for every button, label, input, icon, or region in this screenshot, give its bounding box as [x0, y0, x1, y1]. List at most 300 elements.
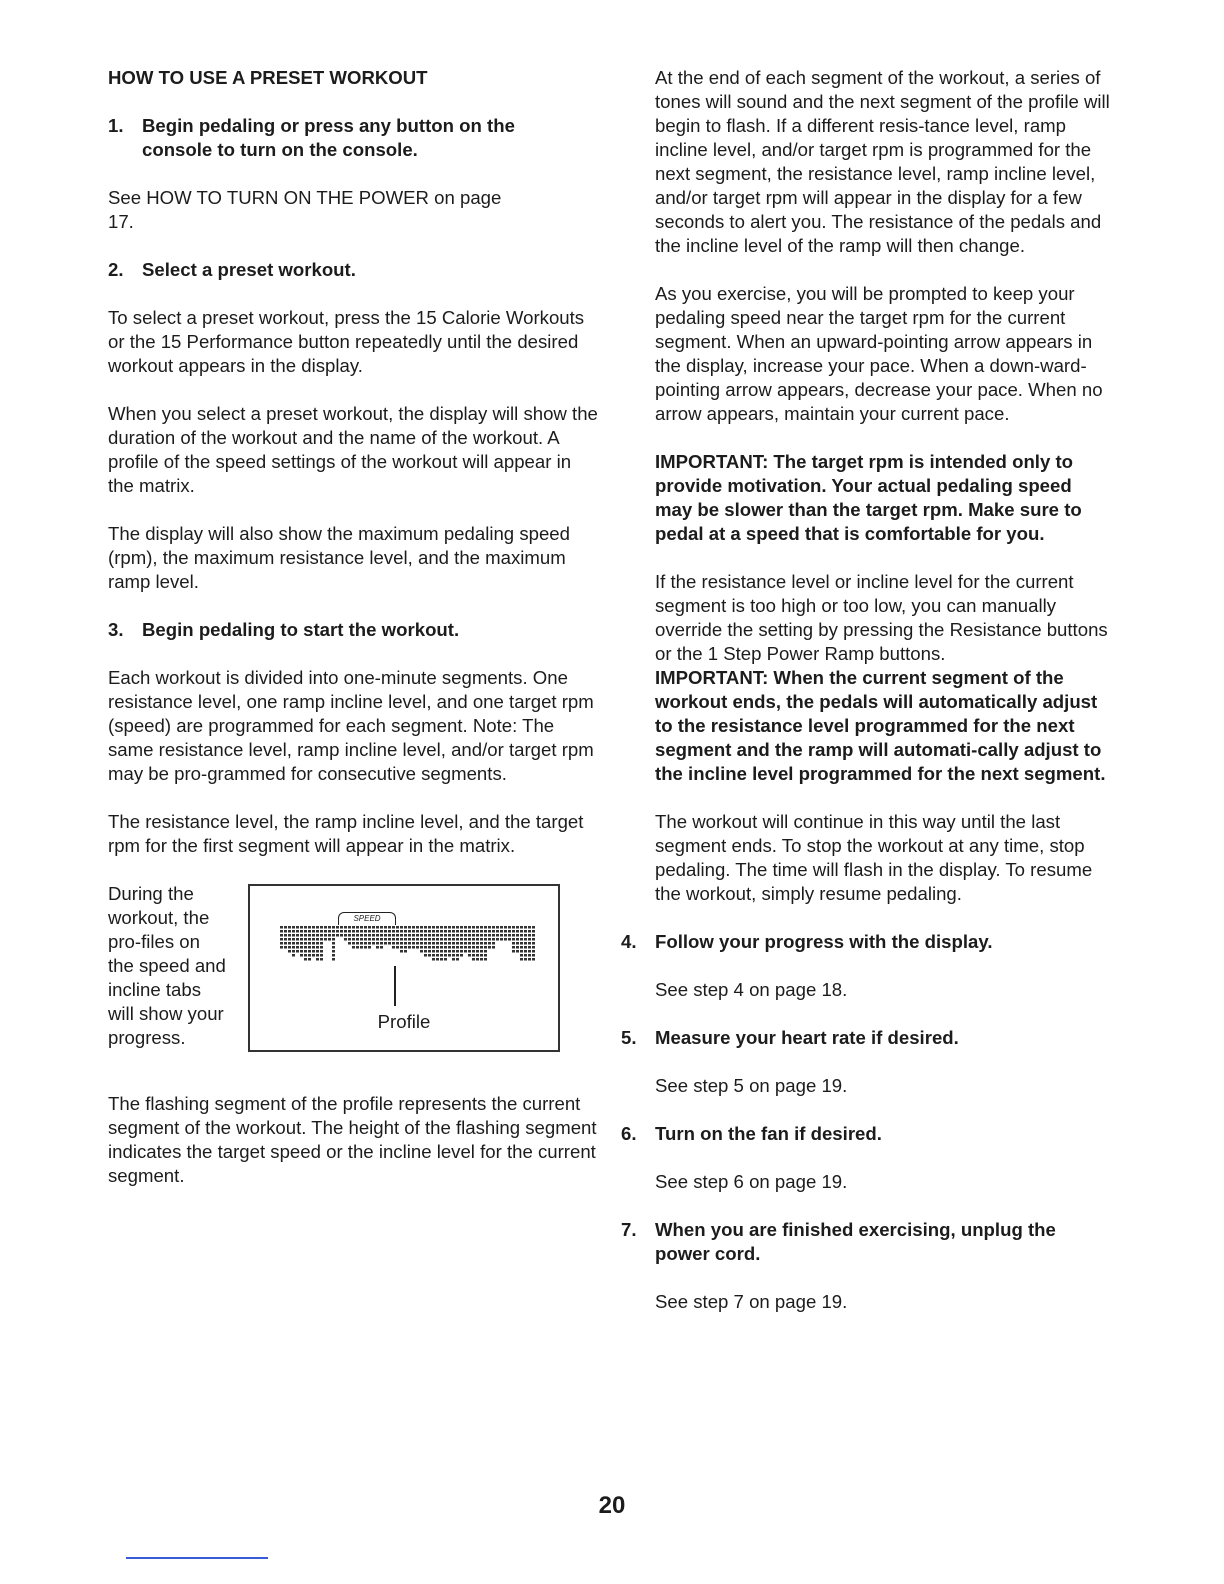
- matrix-segment: [472, 946, 475, 949]
- matrix-segment: [280, 926, 283, 929]
- matrix-segment: [508, 938, 511, 941]
- matrix-segment: [360, 946, 363, 949]
- matrix-segment: [356, 934, 359, 937]
- matrix-segment: [380, 946, 383, 949]
- matrix-segment: [428, 942, 431, 945]
- matrix-segment: [448, 946, 451, 949]
- matrix-segment: [468, 926, 471, 929]
- matrix-segment: [348, 938, 351, 941]
- matrix-segment: [316, 950, 319, 953]
- matrix-segment: [300, 934, 303, 937]
- matrix-segment: [492, 926, 495, 929]
- matrix-segment: [420, 942, 423, 945]
- matrix-segment: [324, 930, 327, 933]
- matrix-segment: [392, 930, 395, 933]
- matrix-segment: [292, 926, 295, 929]
- matrix-segment: [528, 946, 531, 949]
- matrix-segment: [304, 946, 307, 949]
- matrix-segment: [460, 930, 463, 933]
- matrix-segment: [300, 938, 303, 941]
- matrix-segment: [284, 930, 287, 933]
- matrix-segment: [516, 938, 519, 941]
- matrix-segment: [472, 930, 475, 933]
- matrix-segment: [336, 926, 339, 929]
- matrix-segment: [292, 930, 295, 933]
- matrix-segment: [336, 934, 339, 937]
- matrix-segment: [376, 926, 379, 929]
- matrix-segment: [292, 942, 295, 945]
- paragraph: The workout will continue in this way until the last segment ends. To stop the workout at any time, stop pedaling. The time will flash in the display. To resume the workout, simply resume pedaling.: [655, 811, 1093, 904]
- matrix-segment: [452, 946, 455, 949]
- matrix-segment: [284, 934, 287, 937]
- matrix-segment: [368, 938, 371, 941]
- matrix-segment: [308, 946, 311, 949]
- matrix-segment: [392, 942, 395, 945]
- matrix-segment: [396, 946, 399, 949]
- step-5: [621, 1026, 1113, 1050]
- matrix-segment: [444, 926, 447, 929]
- step-title: Measure your heart rate if desired.: [655, 1027, 959, 1048]
- matrix-segment: [484, 934, 487, 937]
- matrix-segment: [400, 938, 403, 941]
- matrix-segment: [428, 938, 431, 941]
- matrix-segment: [412, 930, 415, 933]
- matrix-segment: [528, 930, 531, 933]
- matrix-segment: [344, 926, 347, 929]
- matrix-segment: [360, 934, 363, 937]
- paragraph: If the resistance level or incline level for the current segment is too high or too low, you can manually override the setting by pressing the Resistance buttons or the 1 Step Power Ramp buttons.: [655, 571, 1108, 664]
- matrix-segment: [504, 930, 507, 933]
- matrix-segment: [460, 950, 463, 953]
- matrix-segment: [476, 938, 479, 941]
- matrix-segment: [432, 930, 435, 933]
- matrix-segment: [440, 930, 443, 933]
- step-title: [142, 114, 600, 162]
- matrix-segment: [344, 934, 347, 937]
- matrix-segment: [324, 926, 327, 929]
- matrix-segment: [376, 930, 379, 933]
- matrix-segment: [440, 950, 443, 953]
- step-1: [108, 114, 600, 162]
- matrix-segment: [284, 946, 287, 949]
- matrix-segment: [332, 954, 335, 957]
- matrix-segment: [304, 942, 307, 945]
- matrix-segment: [320, 930, 323, 933]
- matrix-segment: [380, 942, 383, 945]
- important-note: IMPORTANT: When the current segment of the workout ends, the pedals will automatically adjust to the resistance level programmed for the next segment and the ramp will automati-cally adjust to the incline level programmed for the next segment.: [655, 667, 1106, 784]
- matrix-segment: [368, 942, 371, 945]
- matrix-segment: [408, 934, 411, 937]
- matrix-segment: [472, 958, 475, 961]
- matrix-segment: [432, 954, 435, 957]
- matrix-segment: [420, 930, 423, 933]
- matrix-segment: [316, 958, 319, 961]
- matrix-segment: [512, 926, 515, 929]
- matrix-segment: [404, 926, 407, 929]
- matrix-segment: [308, 930, 311, 933]
- matrix-segment: [296, 938, 299, 941]
- matrix-segment: [296, 942, 299, 945]
- matrix-segment: [360, 938, 363, 941]
- matrix-segment: [472, 938, 475, 941]
- matrix-segment: [432, 946, 435, 949]
- matrix-segment: [492, 942, 495, 945]
- matrix-segment: [488, 934, 491, 937]
- matrix-segment: [292, 934, 295, 937]
- matrix-segment: [492, 930, 495, 933]
- matrix-segment: [464, 926, 467, 929]
- matrix-segment: [432, 938, 435, 941]
- matrix-segment: [448, 926, 451, 929]
- matrix-segment: [424, 954, 427, 957]
- matrix-segment: [416, 946, 419, 949]
- matrix-segment: [476, 958, 479, 961]
- paragraph: See step 5 on page 19.: [655, 1075, 848, 1096]
- matrix-segment: [508, 934, 511, 937]
- matrix-segment: [480, 954, 483, 957]
- matrix-segment: [520, 926, 523, 929]
- matrix-segment: [484, 950, 487, 953]
- matrix-segment: [440, 954, 443, 957]
- matrix-segment: [524, 926, 527, 929]
- matrix-segment: [452, 942, 455, 945]
- step-number: 2.: [108, 259, 124, 280]
- matrix-segment: [468, 950, 471, 953]
- matrix-segment: [468, 954, 471, 957]
- matrix-segment: [368, 946, 371, 949]
- matrix-segment: [376, 934, 379, 937]
- matrix-segment: [440, 942, 443, 945]
- matrix-segment: [316, 954, 319, 957]
- paragraph: When you select a preset workout, the display will show the duration of the workout and the name of the workout. A profile of the speed settings of the workout will appear in the matrix.: [108, 403, 598, 496]
- matrix-segment: [488, 930, 491, 933]
- matrix-segment: [512, 930, 515, 933]
- matrix-segment: [364, 926, 367, 929]
- matrix-segment: [484, 946, 487, 949]
- matrix-segment: [352, 934, 355, 937]
- step-number: 6.: [621, 1123, 637, 1144]
- matrix-segment: [440, 958, 443, 961]
- matrix-segment: [436, 926, 439, 929]
- matrix-segment: [524, 930, 527, 933]
- matrix-segment: [376, 938, 379, 941]
- matrix-segment: [304, 950, 307, 953]
- matrix-segment: [320, 946, 323, 949]
- matrix-segment: [520, 942, 523, 945]
- matrix-segment: [312, 926, 315, 929]
- step-title-line: Begin pedaling or press any button on the: [142, 115, 515, 136]
- matrix-segment: [468, 942, 471, 945]
- step-number: 3.: [108, 619, 124, 640]
- left-column: [108, 66, 600, 1212]
- matrix-segment: [372, 938, 375, 941]
- matrix-segment: [332, 942, 335, 945]
- matrix-segment: [464, 930, 467, 933]
- matrix-segment: [452, 926, 455, 929]
- matrix-segment: [324, 934, 327, 937]
- matrix-segment: [436, 958, 439, 961]
- matrix-segment: [404, 950, 407, 953]
- matrix-segment: [480, 934, 483, 937]
- matrix-segment: [496, 938, 499, 941]
- step-title: Begin pedaling to start the workout.: [142, 619, 460, 640]
- matrix-segment: [388, 930, 391, 933]
- matrix-segment: [448, 954, 451, 957]
- matrix-segment: [484, 942, 487, 945]
- matrix-segment: [416, 934, 419, 937]
- matrix-segment: [444, 946, 447, 949]
- matrix-segment: [424, 938, 427, 941]
- matrix-segment: [456, 950, 459, 953]
- matrix-segment: [516, 934, 519, 937]
- matrix-segment: [428, 954, 431, 957]
- matrix-segment: [452, 950, 455, 953]
- matrix-segment: [524, 934, 527, 937]
- matrix-segment: [452, 938, 455, 941]
- matrix-segment: [380, 934, 383, 937]
- matrix-segment: [504, 938, 507, 941]
- matrix-segment: [520, 930, 523, 933]
- matrix-segment: [448, 934, 451, 937]
- matrix-segment: [484, 930, 487, 933]
- matrix-segment: [448, 942, 451, 945]
- matrix-segment: [500, 938, 503, 941]
- matrix-segment: [528, 954, 531, 957]
- matrix-segment: [364, 946, 367, 949]
- matrix-segment: [328, 938, 331, 941]
- matrix-segment: [428, 930, 431, 933]
- matrix-segment: [420, 938, 423, 941]
- matrix-segment: [416, 942, 419, 945]
- matrix-segment: [440, 946, 443, 949]
- matrix-segment: [516, 946, 519, 949]
- matrix-segment: [464, 950, 467, 953]
- matrix-segment: [512, 946, 515, 949]
- matrix-segment: [292, 950, 295, 953]
- matrix-segment: [352, 926, 355, 929]
- matrix-segment: [308, 942, 311, 945]
- matrix-segment: [476, 942, 479, 945]
- step-number: 7.: [621, 1219, 637, 1240]
- matrix-segment: [432, 926, 435, 929]
- matrix-segment: [520, 954, 523, 957]
- matrix-segment: [528, 958, 531, 961]
- matrix-segment: [480, 950, 483, 953]
- matrix-segment: [308, 954, 311, 957]
- matrix-segment: [440, 934, 443, 937]
- matrix-segment: [500, 926, 503, 929]
- matrix-segment: [484, 958, 487, 961]
- matrix-segment: [320, 942, 323, 945]
- matrix-segment: [404, 934, 407, 937]
- paragraph: As you exercise, you will be prompted to keep your pedaling speed near the target rpm for the current segment. When an upward-pointing arrow appears in the display, increase your pace. When a down-ward-pointing arrow appears, decrease your pace. When no arrow appears, maintain your current pace.: [655, 283, 1103, 424]
- matrix-segment: [384, 934, 387, 937]
- matrix-segment: [372, 942, 375, 945]
- matrix-segment: [476, 946, 479, 949]
- matrix-segment: [360, 942, 363, 945]
- matrix-segment: [308, 958, 311, 961]
- matrix-segment: [472, 926, 475, 929]
- matrix-segment: [468, 946, 471, 949]
- matrix-segment: [428, 934, 431, 937]
- matrix-segment: [456, 958, 459, 961]
- matrix-segment: [520, 958, 523, 961]
- matrix-segment: [532, 958, 535, 961]
- matrix-segment: [508, 926, 511, 929]
- matrix-segment: [488, 942, 491, 945]
- matrix-segment: [460, 942, 463, 945]
- matrix-segment: [392, 926, 395, 929]
- step-title: Turn on the fan if desired.: [655, 1123, 882, 1144]
- matrix-segment: [496, 926, 499, 929]
- matrix-segment: [444, 942, 447, 945]
- step-number: 1.: [108, 115, 124, 136]
- matrix-segment: [460, 954, 463, 957]
- matrix-segment: [424, 950, 427, 953]
- matrix-segment: [296, 946, 299, 949]
- matrix-segment: [344, 938, 347, 941]
- matrix-segment: [468, 934, 471, 937]
- matrix-segment: [472, 950, 475, 953]
- matrix-segment: [320, 938, 323, 941]
- matrix-segment: [476, 950, 479, 953]
- matrix-segment: [532, 938, 535, 941]
- matrix-segment: [356, 926, 359, 929]
- matrix-segment: [372, 930, 375, 933]
- step-title-line: power cord.: [655, 1243, 761, 1264]
- matrix-segment: [484, 926, 487, 929]
- matrix-segment: [460, 926, 463, 929]
- matrix-segment: [512, 938, 515, 941]
- matrix-segment: [440, 926, 443, 929]
- matrix-segment: [312, 946, 315, 949]
- matrix-segment: [424, 942, 427, 945]
- matrix-segment: [312, 954, 315, 957]
- matrix-segment: [528, 934, 531, 937]
- matrix-segment: [372, 934, 375, 937]
- matrix-segment: [328, 930, 331, 933]
- paragraph: See step 6 on page 19.: [655, 1171, 848, 1192]
- matrix-segment: [280, 946, 283, 949]
- step-7: [621, 1218, 1113, 1266]
- matrix-segment: [488, 926, 491, 929]
- matrix-segment: [336, 930, 339, 933]
- matrix-segment: [480, 946, 483, 949]
- matrix-segment: [384, 942, 387, 945]
- matrix-segment: [356, 938, 359, 941]
- section-title: HOW TO USE A PRESET WORKOUT: [108, 67, 428, 88]
- matrix-segment: [384, 930, 387, 933]
- matrix-segment: [488, 938, 491, 941]
- matrix-segment: [456, 946, 459, 949]
- matrix-segment: [408, 942, 411, 945]
- matrix-segment: [468, 930, 471, 933]
- matrix-segment: [524, 950, 527, 953]
- matrix-segment: [452, 958, 455, 961]
- matrix-segment: [476, 954, 479, 957]
- matrix-segment: [524, 954, 527, 957]
- paragraph: Each workout is divided into one-minute segments. One resistance level, one ramp incline level, and one target rpm (speed) are programmed for each segment. Note: The same resistance level, ramp incline level, and/or target rpm may be pro-grammed for consecutive segments.: [108, 667, 594, 784]
- matrix-segment: [436, 930, 439, 933]
- matrix-segment: [312, 950, 315, 953]
- matrix-segment: [492, 934, 495, 937]
- matrix-segment: [396, 942, 399, 945]
- matrix-segment: [292, 938, 295, 941]
- matrix-segment: [280, 942, 283, 945]
- step-number: 4.: [621, 931, 637, 952]
- matrix-segment: [304, 954, 307, 957]
- matrix-segment: [332, 938, 335, 941]
- matrix-segment: [448, 938, 451, 941]
- matrix-segment: [340, 930, 343, 933]
- matrix-segment: [340, 926, 343, 929]
- matrix-segment: [368, 926, 371, 929]
- matrix-segment: [320, 950, 323, 953]
- matrix-segment: [400, 930, 403, 933]
- matrix-segment: [500, 930, 503, 933]
- matrix-segment: [328, 926, 331, 929]
- matrix-segment: [288, 950, 291, 953]
- matrix-segment: [524, 958, 527, 961]
- matrix-segment: [428, 926, 431, 929]
- matrix-segment: [476, 934, 479, 937]
- matrix-segment: [288, 938, 291, 941]
- page-number: 20: [598, 1492, 626, 1519]
- matrix-segment: [412, 942, 415, 945]
- step-number: 5.: [621, 1027, 637, 1048]
- matrix-segment: [456, 954, 459, 957]
- matrix-segment: [460, 934, 463, 937]
- matrix-segment: [292, 946, 295, 949]
- matrix-segment: [332, 958, 335, 961]
- matrix-segment: [452, 934, 455, 937]
- paragraph: The resistance level, the ramp incline level, and the target rpm for the first segment will appear in the matrix.: [108, 811, 584, 856]
- matrix-segment: [432, 950, 435, 953]
- matrix-segment: [364, 930, 367, 933]
- matrix-segment: [532, 942, 535, 945]
- matrix-segment: [300, 930, 303, 933]
- matrix-segment: [500, 934, 503, 937]
- matrix-segment: [400, 946, 403, 949]
- matrix-segment: [468, 938, 471, 941]
- paragraph: The flashing segment of the profile represents the current segment of the workout. The height of the flashing segment indicates the target speed or the incline level for the current segment.: [108, 1093, 597, 1186]
- matrix-segment: [408, 946, 411, 949]
- paragraph: See HOW TO TURN ON THE POWER on page 17.: [108, 187, 502, 232]
- matrix-segment: [408, 930, 411, 933]
- matrix-segment: [304, 938, 307, 941]
- matrix-segment: [432, 958, 435, 961]
- matrix-segment: [348, 934, 351, 937]
- matrix-segment: [368, 930, 371, 933]
- matrix-segment: [364, 942, 367, 945]
- matrix-segment: [368, 934, 371, 937]
- matrix-segment: [372, 926, 375, 929]
- right-column: [621, 66, 1113, 1338]
- matrix-segment: [484, 954, 487, 957]
- step-title: [655, 1218, 1113, 1266]
- matrix-segment: [464, 934, 467, 937]
- matrix-segment: [456, 938, 459, 941]
- matrix-segment: [488, 946, 491, 949]
- matrix-segment: [308, 934, 311, 937]
- matrix-segment: [412, 938, 415, 941]
- matrix-segment: [396, 938, 399, 941]
- matrix-segment: [280, 930, 283, 933]
- matrix-segment: [356, 930, 359, 933]
- matrix-segment: [524, 938, 527, 941]
- matrix-segment: [304, 930, 307, 933]
- matrix-segment: [444, 934, 447, 937]
